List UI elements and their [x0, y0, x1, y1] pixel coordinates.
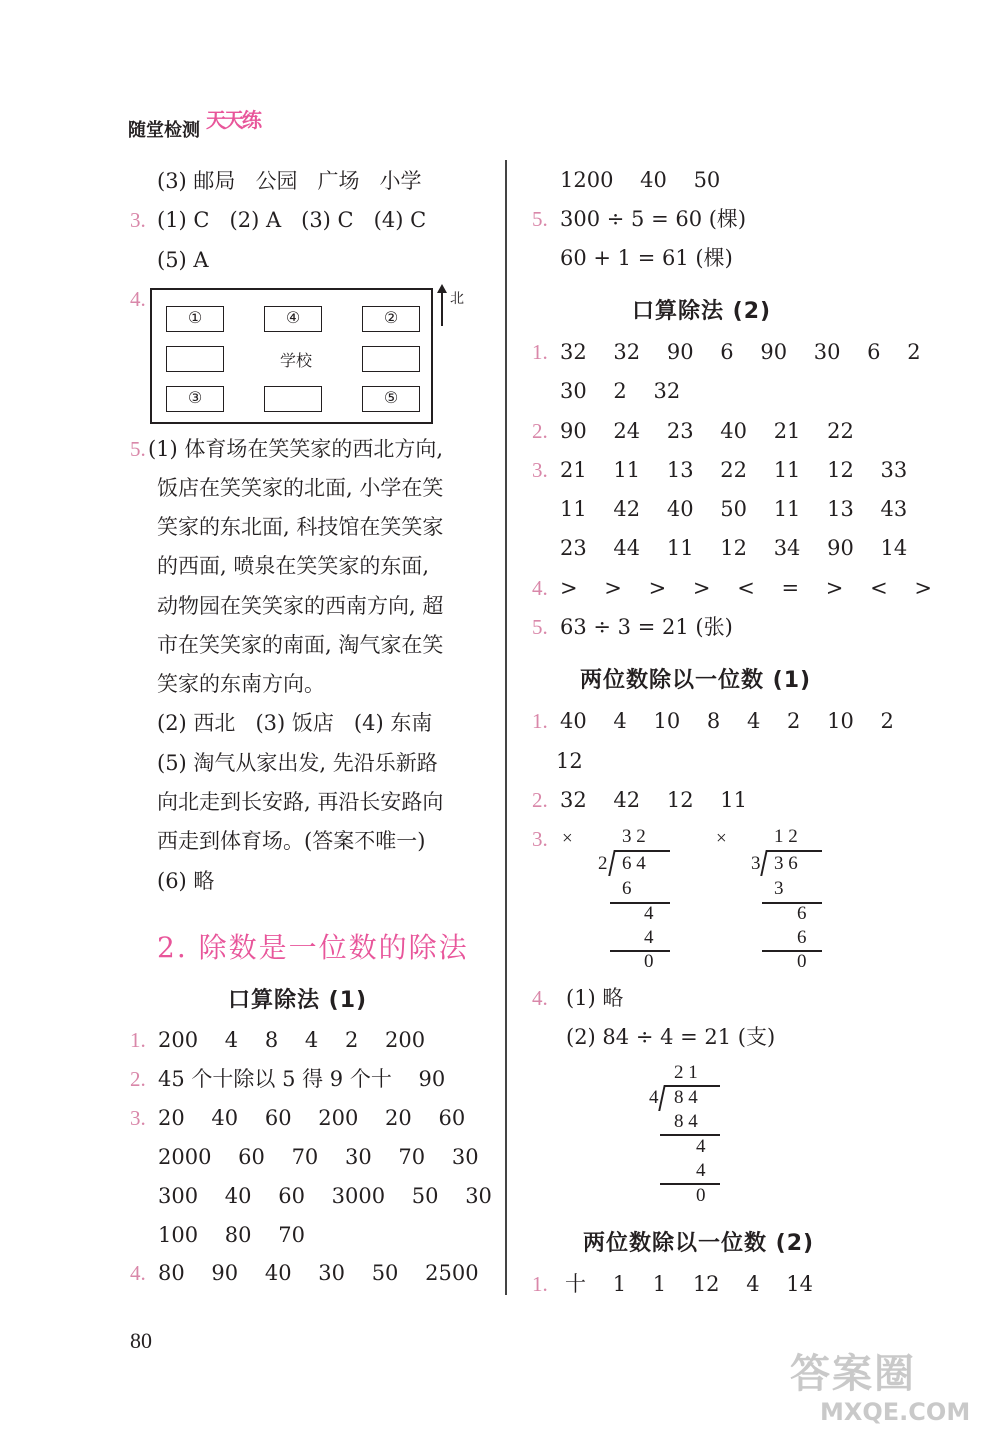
div2-r1: 6 — [797, 903, 807, 924]
r2-line-6: 23 44 11 12 34 90 14 — [560, 536, 908, 560]
left-line-1: (3) 邮局 公园 广场 小学 — [157, 169, 422, 193]
r2-num-8: 5. — [532, 615, 548, 639]
l-item-6: 100 80 70 — [158, 1223, 305, 1247]
q5-line-11: 西走到体育场。(答案不唯一) — [157, 829, 426, 853]
div3-line2 — [660, 1183, 720, 1185]
map-cell-1: ① — [166, 306, 224, 332]
map-cell-empty-left — [166, 346, 224, 372]
div1-dividend: 6 4 — [622, 853, 646, 874]
div1-line2 — [610, 950, 670, 952]
div1-divisor: 2 — [598, 853, 608, 874]
q5-line-9: (5) 淘气从家出发, 先沿乐新路 — [157, 751, 438, 775]
r3-num-3: 2. — [532, 788, 548, 812]
watermark-url: MXQE.COM — [820, 1398, 971, 1426]
div2-sub2: 6 — [797, 927, 807, 948]
subsection-title-2: 口算除法 (2) — [632, 299, 772, 324]
q5-line-3: 笑家的东北面, 科技馆在笑笑家 — [157, 515, 444, 539]
div1-quotient: 3 2 — [622, 826, 646, 847]
r3-num-1: 1. — [532, 709, 548, 733]
r2-num-4: 3. — [532, 458, 548, 482]
q3-answer: (1) C (2) A (3) C (4) C — [157, 208, 427, 232]
map-cell-3: ③ — [166, 386, 224, 412]
r-top-3: 60 + 1 = 61 (棵) — [560, 246, 733, 270]
div3-dividend: 8 4 — [674, 1087, 698, 1108]
header-logo: 天天练 — [206, 108, 260, 132]
l-item-num-7: 4. — [130, 1261, 146, 1285]
div3-rem: 0 — [696, 1185, 706, 1206]
q4-number: 4. — [130, 287, 146, 311]
r2-line-3: 90 24 23 40 21 22 — [560, 419, 854, 443]
r4-line-1: 十 1 1 12 4 14 — [565, 1272, 814, 1296]
subsection-title-1: 口算除法 (1) — [228, 988, 368, 1013]
q3-number: 3. — [130, 208, 146, 232]
r3-line-2: 12 — [556, 749, 583, 773]
l-item-num-1: 1. — [130, 1028, 146, 1052]
div3-sub2: 4 — [696, 1160, 706, 1181]
l-item-2: 45 个十除以 5 得 9 个十 90 — [158, 1067, 446, 1091]
r-top-2: 300 ÷ 5 = 60 (棵) — [560, 207, 747, 231]
subsection-title-4: 两位数除以一位数 (2) — [583, 1231, 815, 1256]
div2-line1 — [762, 902, 822, 904]
r-top-num-2: 5. — [532, 207, 548, 231]
div1-sub2: 4 — [644, 927, 654, 948]
r2-line-8: 63 ÷ 3 = 21 (张) — [560, 615, 733, 639]
map-school-label: 学校 — [280, 351, 313, 370]
q5-line-2: 饭店在笑笑家的北面, 小学在笑 — [157, 476, 444, 500]
l-item-num-2: 2. — [130, 1067, 146, 1091]
div2-mark: × — [716, 828, 727, 849]
div1-r1: 4 — [644, 903, 654, 924]
r3-q4-line-1: (1) 略 — [566, 986, 624, 1010]
map-cell-5: ⑤ — [362, 386, 420, 412]
r3-q3-num: 3. — [532, 827, 548, 851]
div3-r1: 4 — [696, 1136, 706, 1157]
div2-bracket — [760, 850, 768, 876]
l-item-num-3: 3. — [130, 1106, 146, 1130]
map-cell-4: ④ — [264, 306, 322, 332]
map-cell-empty-right — [362, 346, 420, 372]
l-item-1: 200 4 8 4 2 200 — [158, 1028, 426, 1052]
div3-line1 — [660, 1134, 720, 1136]
l-item-4: 2000 60 70 30 70 30 — [158, 1145, 479, 1169]
l-item-5: 300 40 60 3000 50 30 — [158, 1184, 492, 1208]
q3-answer-2: (5) A — [157, 248, 209, 272]
div3-bracket — [658, 1085, 666, 1111]
r2-line-5: 11 42 40 50 11 13 43 — [560, 497, 908, 521]
map-cell-empty-bottom — [264, 386, 322, 412]
l-item-3: 20 40 60 200 20 60 — [158, 1106, 466, 1130]
q5-line-4: 的西面, 喷泉在笑笑家的东面, — [157, 554, 430, 578]
r-top-1: 1200 40 50 — [560, 168, 721, 192]
north-label: 北 — [450, 291, 464, 307]
div2-divisor: 3 — [751, 853, 761, 874]
r4-num-1: 1. — [532, 1272, 548, 1296]
subsection-title-3: 两位数除以一位数 (1) — [580, 668, 812, 693]
column-divider — [505, 160, 507, 1295]
div2-sub1: 3 — [774, 878, 784, 899]
q5-number: 5. — [130, 437, 146, 461]
div1-line1 — [610, 902, 670, 904]
div3-sub1: 8 4 — [674, 1111, 698, 1132]
r3-line-1: 40 4 10 8 4 2 10 2 — [560, 709, 894, 733]
div3-divisor: 4 — [649, 1087, 659, 1108]
div1-bracket — [608, 850, 616, 876]
div1-rem: 0 — [644, 951, 654, 972]
r2-num-7: 4. — [532, 576, 548, 600]
div2-line2 — [762, 950, 822, 952]
q5-line-7: 笑家的东南方向。 — [157, 672, 325, 696]
div3-quotient: 2 1 — [674, 1062, 698, 1083]
r3-line-3: 32 42 12 11 — [560, 788, 747, 812]
div2-rem: 0 — [797, 951, 807, 972]
r3-q4-line-2: (2) 84 ÷ 4 = 21 (支) — [566, 1025, 776, 1049]
div2-dividend: 3 6 — [774, 853, 798, 874]
section-title: 2. 除数是一位数的除法 — [157, 931, 469, 964]
north-arrowhead-icon — [437, 284, 447, 293]
r2-line-7: > > > > < = > < > — [560, 576, 932, 600]
l-item-7: 80 90 40 30 50 2500 — [158, 1261, 479, 1285]
r2-num-3: 2. — [532, 419, 548, 443]
page-number: 80 — [130, 1328, 152, 1353]
map-cell-2: ② — [362, 306, 420, 332]
r2-num-1: 1. — [532, 340, 548, 364]
school-map — [150, 288, 433, 424]
q5-line-8: (2) 西北 (3) 饭店 (4) 东南 — [157, 711, 433, 735]
div2-bar — [766, 850, 822, 852]
q5-line-1: (1) 体育场在笑笑家的西北方向, — [148, 437, 444, 461]
r2-line-2: 30 2 32 — [560, 379, 681, 403]
div1-bar — [614, 850, 670, 852]
header-title: 随堂检测 — [128, 120, 200, 141]
q5-line-10: 向北走到长安路, 再沿长安路向 — [157, 790, 444, 814]
q5-line-6: 市在笑笑家的南面, 淘气家在笑 — [157, 633, 444, 657]
r3-q4-num: 4. — [532, 986, 548, 1010]
r2-line-1: 32 32 90 6 90 30 6 2 — [560, 340, 921, 364]
q5-line-5: 动物园在笑笑家的西南方向, 超 — [157, 594, 444, 618]
div1-sub1: 6 — [622, 878, 632, 899]
div2-quotient: 1 2 — [774, 826, 798, 847]
watermark-logo: 答案圈 — [790, 1351, 916, 1397]
r2-line-4: 21 11 13 22 11 12 33 — [560, 458, 908, 482]
q5-line-12: (6) 略 — [157, 869, 215, 893]
div1-mark: × — [562, 828, 573, 849]
